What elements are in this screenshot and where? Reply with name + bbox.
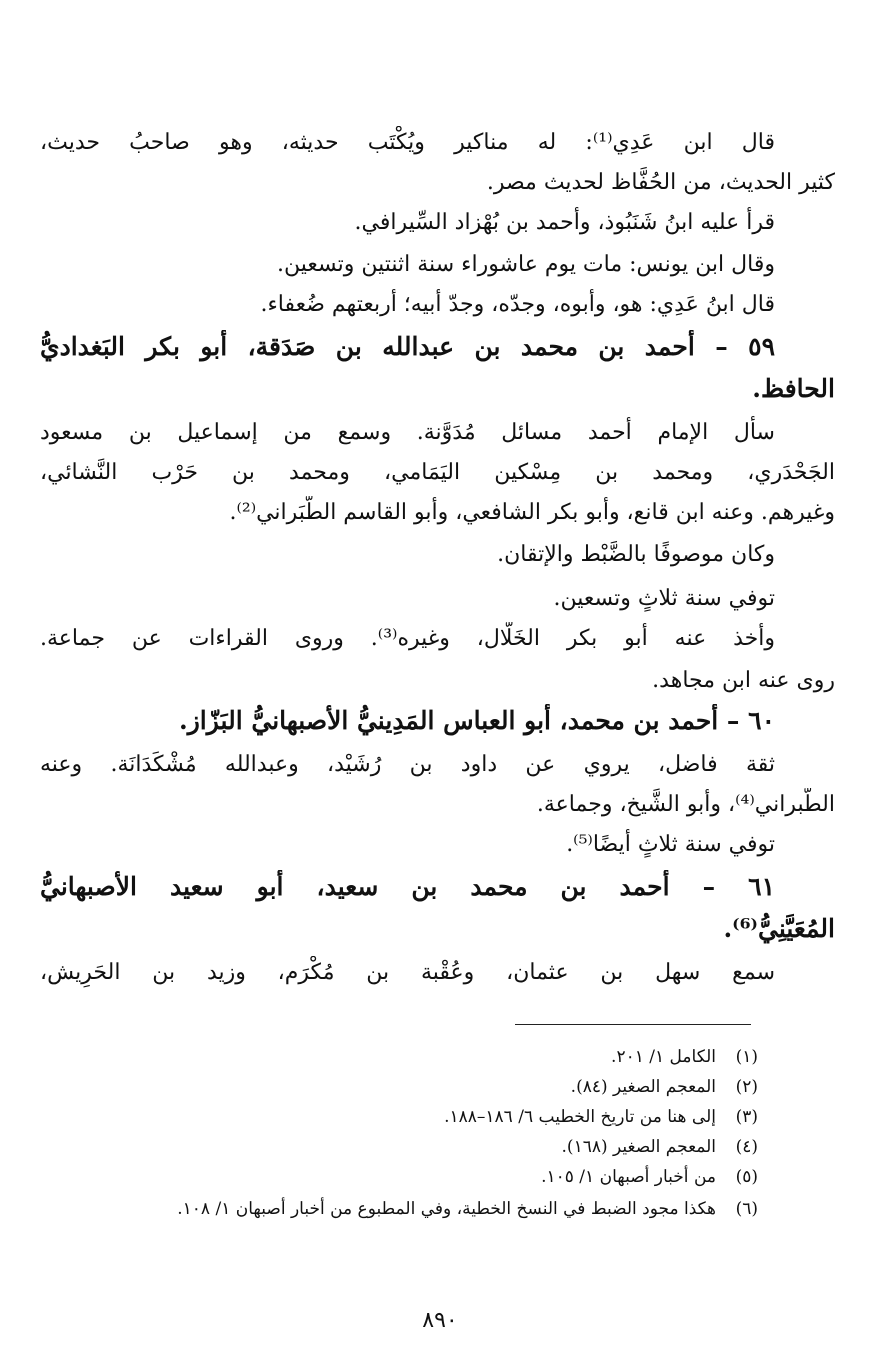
- body-line: قال ابن عَدِي⁽¹⁾: له مناكير ويُكْتَب حديثه، وهو صاحبُ حديث،: [40, 130, 775, 155]
- body-line: توفي سنة ثلاثٍ وتسعين.: [553, 586, 775, 611]
- body-line: ثقة فاضل، يروي عن داود بن رُشَيْد، وعبدالله مُشْكَدَانَة. وعنه: [40, 752, 775, 777]
- footnote-text: الكامل ١/ ٢٠١.: [611, 1047, 716, 1067]
- entry-heading-61-cont: المُعَيَّنِيُّ⁽⁶⁾.: [723, 914, 835, 943]
- body-line: قرأ عليه ابنُ شَنَبُوذ، وأحمد بن بُهْزاد السِّيرافي.: [354, 210, 775, 235]
- footnote-text: من أخبار أصبهان ١/ ١٠٥.: [541, 1167, 716, 1187]
- body-line: الطَّبراني⁽⁴⁾، وأبو الشَّيخ، وجماعة.: [536, 792, 835, 817]
- footnote: [60, 1196, 758, 1224]
- body-line: سمع سهل بن عثمان، وعُقْبة بن مُكْرَم، وزيد بن الحَرِيش،: [40, 960, 775, 985]
- footnote-text: هكذا مجود الضبط في النسخ الخطية، وفي المطبوع من أخبار أصبهان ١/ ١٠٨.: [177, 1199, 716, 1219]
- entry-heading-59: ٥٩ – أحمد بن محمد بن عبدالله بن صَدَقة، أبو بكر البَغداديُّ: [40, 332, 775, 361]
- footnote-number: (٥): [735, 1167, 758, 1187]
- footnote-number: (١): [735, 1047, 758, 1067]
- body-line: وقال ابن يونس: مات يوم عاشوراء سنة اثنتين وتسعين.: [277, 252, 775, 277]
- footnote: [60, 1104, 758, 1132]
- footnote-text: المعجم الصغير (٨٤).: [570, 1077, 716, 1097]
- footnote-number: (٣): [735, 1107, 758, 1127]
- footnote: [60, 1164, 758, 1192]
- body-line: توفي سنة ثلاثٍ أيضًا⁽⁵⁾.: [566, 832, 775, 857]
- entry-heading-60: ٦٠ – أحمد بن محمد، أبو العباس المَدِينيُّ الأصبهانيُّ البَزّاز.: [179, 706, 775, 735]
- page-number: ٨٩٠: [422, 1308, 458, 1333]
- footnote-text: إلى هنا من تاريخ الخطيب ٦/ ١٨٦–١٨٨.: [444, 1107, 716, 1127]
- entry-heading-59-cont: الحافظ.: [752, 374, 835, 403]
- footnote-number: (٦): [735, 1199, 758, 1219]
- body-line: روى عنه ابن مجاهد.: [652, 668, 835, 693]
- footnote: [60, 1134, 758, 1162]
- body-line: سأل الإمام أحمد مسائل مُدَوَّنة. وسمع من إسماعيل بن مسعود: [40, 420, 775, 445]
- body-line: الجَحْدَري، ومحمد بن مِسْكين اليَمَامي، ومحمد بن حَرْب النَّشائي،: [40, 460, 835, 485]
- body-line: وغيرهم. وعنه ابن قانع، وأبو بكر الشافعي، وأبو القاسم الطَّبَراني⁽²⁾.: [229, 500, 835, 525]
- body-line: وكان موصوفًا بالضَّبْط والإتقان.: [497, 542, 775, 567]
- body-line: قال ابنُ عَدِي: هو، وأبوه، وجدّه، وجدّ أبيه؛ أربعتهم ضُعفاء.: [260, 292, 775, 317]
- footnote-number: (٤): [735, 1137, 758, 1157]
- body-line: وأخذ عنه أبو بكر الخَلَّال، وغيره⁽³⁾. وروى القراءات عن جماعة.: [40, 626, 775, 651]
- footnote-text: المعجم الصغير (١٦٨).: [561, 1137, 716, 1157]
- footnote: [60, 1044, 758, 1072]
- body-line: كثير الحديث، من الحُفَّاظ لحديث مصر.: [486, 170, 835, 195]
- footnote-number: (٢): [735, 1077, 758, 1097]
- entry-heading-61: ٦١ – أحمد بن محمد بن سعيد، أبو سعيد الأصبهانيُّ: [40, 872, 775, 901]
- footnote: [60, 1074, 758, 1102]
- footnote-divider: [515, 1024, 751, 1025]
